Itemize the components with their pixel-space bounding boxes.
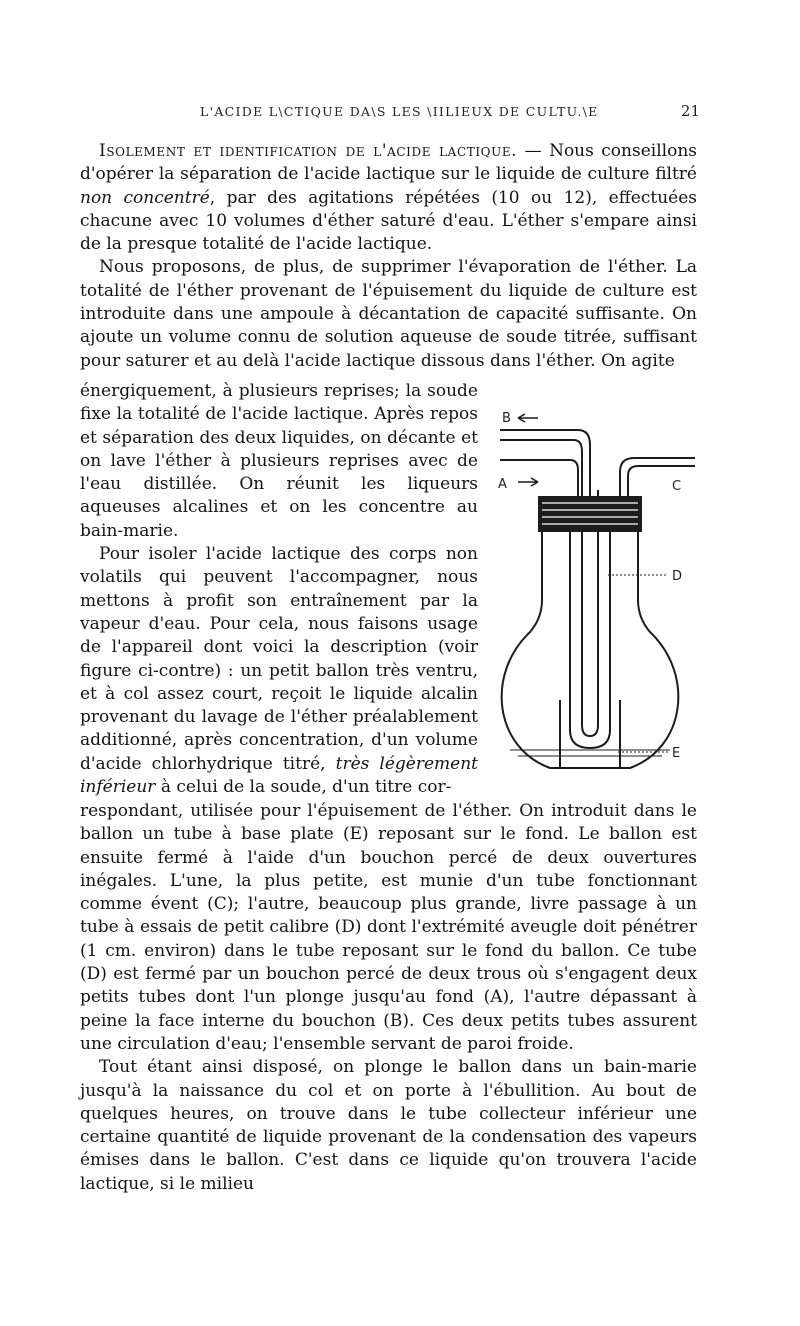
paragraph-isolement <box>80 140 697 256</box>
label-e: E <box>672 746 681 761</box>
section-lead: Isolement et identification de l'acide lactique. <box>99 141 518 161</box>
page-header <box>80 100 700 124</box>
text-block-beside-figure <box>80 380 478 799</box>
apparatus-figure <box>490 400 700 800</box>
label-b: B <box>502 411 511 426</box>
paragraph-proposons-cont: énergiquement, à plusieurs reprises; la soude fixe la totalité de l'acide lactique. Après repos et séparation des deux liquides, on décante et on lave l'éther à plusieurs reprises avec de l'eau distillée. On réunit les liqueurs aqueuses alcalines et on les concentre au bain-marie. <box>80 381 478 541</box>
paragraph-isoler-cont: respondant, utilisée pour l'épuisement de l'éther. On introduit dans le ballon un tube à base plate (E) reposant sur le fond. Le ballon est ensuite fermé à l'aide d'un bouchon percé de deux ouvertures inégales. L'une, la plus petite, est munie d'un tube fonctionnant comme évent (C); l'autre, beaucoup plus grande, livre passage à un tube à essais de petit calibre (D) dont l'extrémité aveugle doit pénétrer (1 cm. environ) dans le tube reposant sur le fond du ballon. Ce tube (D) est fermé par un bouchon percé de deux trous où s'engagent deux petits tubes dont l'un plonge jusqu'au fond (A), l'autre dépassant à peine la face interne du bouchon (B). Ces deux petits tubes assurent une circulation d'eau; l'ensemble servant de paroi froide. <box>80 801 697 1054</box>
paragraph-proposons: Nous proposons, de plus, de supprimer l'évaporation de l'éther. La totalité de l'éther provenant de l'épuisement du liquide de culture est introduite dans une ampoule à décantation de capacité suffisante. On ajoute un volume connu de solution aqueuse de soude titrée, suffisant pour saturer et au delà l'acide lactique dissous dans l'éther. On agite <box>80 257 697 371</box>
flask-outline <box>502 530 679 768</box>
page-number: 21 <box>680 102 700 120</box>
text-block-top <box>80 140 697 373</box>
running-title: L'ACIDE L\CTIQUE DA\S LES \IILIEUX DE CULTU.\E <box>200 104 599 119</box>
label-c: C <box>672 479 682 494</box>
stopper <box>538 496 642 532</box>
p1-italic: non concentré <box>80 187 210 208</box>
tube-d <box>570 515 610 748</box>
p1-part2: , par des agitations répétées (10 ou 12), effectuées chacune avec 10 volumes d'éther saturé d'eau. L'éther s'empare ainsi de la presque totalité de l'acide lactique. <box>80 187 697 255</box>
paragraph-isoler <box>80 543 478 799</box>
p3-italic: très légèrement inférieur <box>80 753 478 798</box>
p1-part1: — Nous conseillons d'opérer la séparation de l'acide lactique sur le liquide de culture filtré <box>80 141 697 185</box>
p3-part1: Pour isoler l'acide lactique des corps non volatils qui peuvent l'accompagner, nous mettons à profit son entraînement par la vapeur d'eau. Pour cela, nous faisons usage de l'appareil dont voici la description (voir figure ci-contre) : un petit ballon très ventru, et à col assez court, reçoit le liquide alcalin provenant du lavage de l'éther préalablement additionné, après concentration, d'un volume d'acide chlorhydrique titré, <box>80 544 478 774</box>
paragraph-tout-etant: Tout étant ainsi disposé, on plonge le ballon dans un bain-marie jusqu'à la naissance du col et on porte à l'ébullition. Au bout de quelques heures, on trouve dans le tube collecteur inférieur une certaine quantité de liquide provenant de la condensation des vapeurs émises dans le ballon. C'est dans ce liquide qu'on trouvera l'acide lactique, si le milieu <box>80 1057 697 1194</box>
p3-part2: à celui de la soude, d'un titre cor- <box>155 777 452 798</box>
label-a: A <box>498 477 507 492</box>
text-block-bottom <box>80 800 697 1196</box>
label-d: D <box>672 569 683 584</box>
